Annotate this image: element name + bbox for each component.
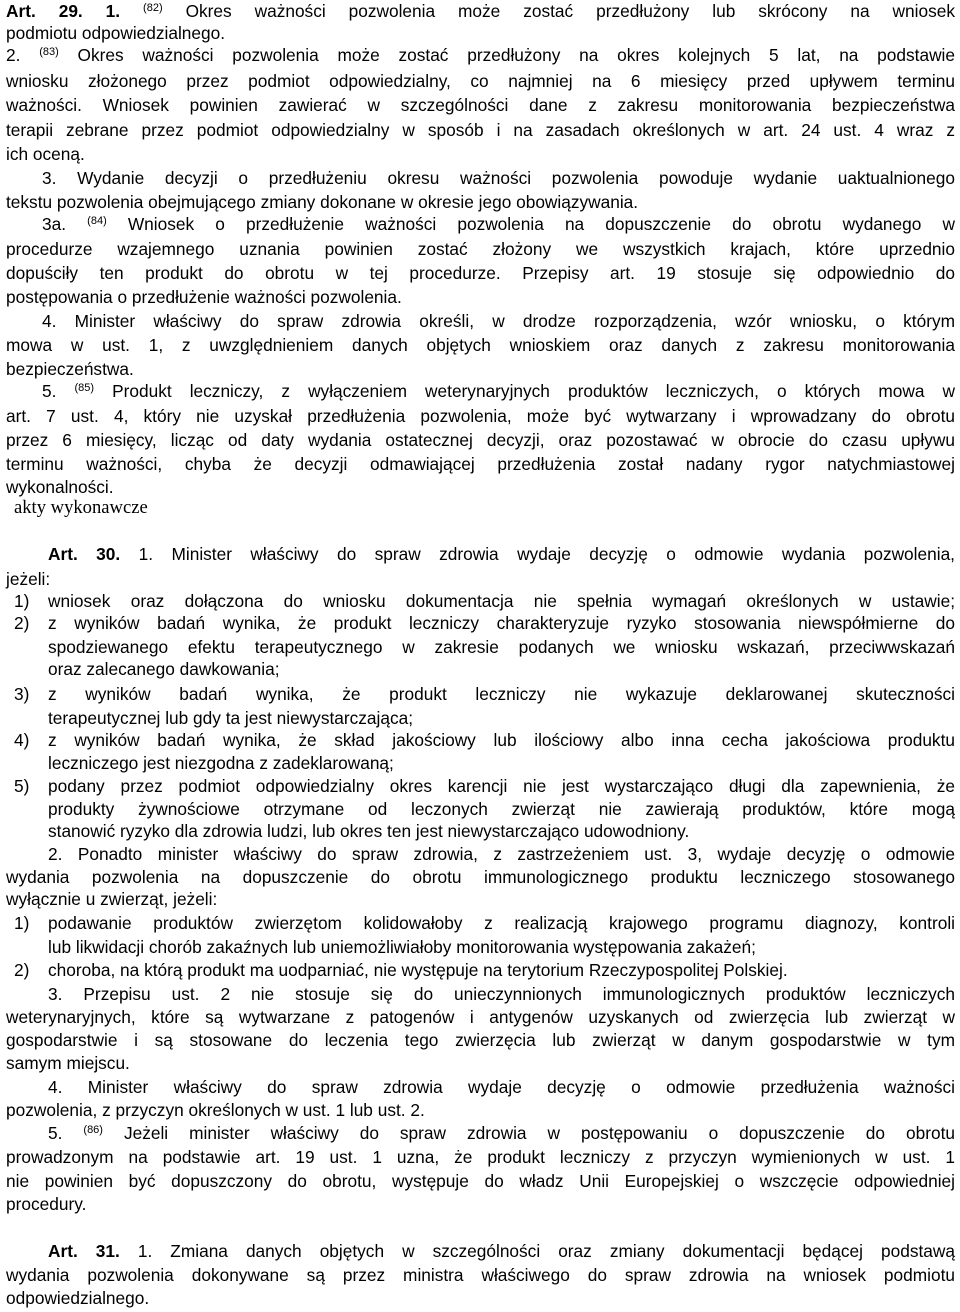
list-item-num: 1)	[14, 591, 30, 611]
art29-p5-line: przez 6 miesięcy, licząc od daty wydania ostatecznej decyzji, oraz pozostawać w obrocie do czasu upływu	[6, 430, 955, 450]
art29-p4-line: mowa w ust. 1, z uwzględnieniem danych objętych wnioskiem oraz danych z zakresu monitorowania	[6, 335, 955, 355]
list-item: oraz zalecanego dawkowania;	[48, 659, 280, 679]
art29-p3-line: 3. Wydanie decyzji o przedłużeniu okresu ważności pozwolenia powoduje wydanie uaktualnionego	[42, 168, 955, 188]
art29-p4-line: 4. Minister właściwy do spraw zdrowia określi, w drodze rozporządzenia, wzór wniosku, o którym	[42, 311, 955, 331]
art29-p1-cont: podmiotu odpowiedzialnego.	[6, 23, 226, 43]
art29-p4-line: bezpieczeństwa.	[6, 359, 134, 379]
art30-p4-line: 4. Minister właściwy do spraw zdrowia wydaje decyzję o odmowie przedłużenia ważności	[48, 1077, 955, 1097]
footnote-ref: (83)	[39, 46, 59, 58]
art29-p5-line: terminu ważności, chyba że decyzji odmawiającej przedłużenia został nadany rygor natychmiastowej	[6, 454, 955, 474]
list-item: produkty żywnościowe otrzymane od leczonych zwierząt nie zawierają produktów, które mogą	[48, 799, 955, 819]
list-item: podany przez podmiot odpowiedzialny okres karencji nie jest wystarczająco długi dla zapewnienia, że	[48, 776, 955, 796]
art30-p3-line: 3. Przepisu ust. 2 nie stosuje się do unieczynnionych immunologicznych produktów leczniczych	[48, 984, 955, 1004]
art30-p5-line: nie powinien być dopuszczony do obrotu, występuje do władz Unii Europejskiej o wszczęcie odpowiedniej	[6, 1171, 955, 1191]
list-item: terapeutycznej lub gdy ta jest niewystarczająca;	[48, 708, 414, 728]
art31-p1-line: wydania pozwolenia dokonywane są przez ministra właściwego do spraw zdrowia na wniosek podmiotu	[6, 1265, 955, 1285]
list-item-num: 2)	[14, 613, 30, 633]
list-item-num: 1)	[14, 913, 30, 933]
art30-p2-line: wydania pozwolenia na dopuszczenie do obrotu immunologicznego produktu leczniczego stosowanego	[6, 867, 955, 887]
footnote-ref: (84)	[87, 215, 107, 227]
art29-p3a-line: 3a. $^{(84)}$ Wniosek o przedłużenie ważności pozwolenia na dopuszczenie do obrotu wydanego w	[42, 214, 955, 234]
art30-p2-line: wyłącznie u zwierząt, jeżeli:	[6, 889, 218, 909]
art29-p2-line: wniosku złożonego przez podmiot odpowiedzialny, co najmniej na 6 miesięcy przed upływem terminu	[6, 71, 955, 91]
art29-p3-line: tekstu pozwolenia obejmującego zmiany dokonane w okresie jego obowiązywania.	[6, 192, 639, 212]
list-item: stanowić ryzyko dla zdrowia ludzi, lub okres ten jest niewystarczająco udowodniony.	[48, 821, 690, 841]
list-item: podawanie produktów zwierzętom kolidowałoby z realizacją krajowego programu diagnozy, kontroli	[48, 913, 955, 933]
art29-p3a-line: procedurze wzajemnego uznania powinien zostać złożony we wszystkich krajach, które uprzednio	[6, 239, 955, 259]
art29-p2-line: ich oceną.	[6, 144, 85, 164]
list-item-num: 3)	[14, 684, 30, 704]
art30-p5-line: prowadzonym na podstawie art. 19 ust. 1 uzna, że produkt leczniczy z przyczyn wymienionych w ust. 1	[6, 1147, 955, 1167]
art30-p1-line: jeżeli:	[6, 569, 51, 589]
list-item-num: 5)	[14, 776, 30, 796]
list-item: lub likwidacji chorób zakaźnych lub uniemożliwiałoby monitorowania występowania zakażeń;	[48, 937, 756, 957]
art31-p1-line: odpowiedzialnego.	[6, 1288, 150, 1308]
art31-heading: Art. 31.	[48, 1241, 120, 1261]
list-item: z wyników badań wynika, że produkt leczniczy charakteryzuje ryzyko stosowania niewspółmierne do	[48, 613, 955, 633]
art29-p3a-line: postępowania o przedłużenie ważności pozwolenia.	[6, 287, 402, 307]
art29-p3a-line: dopuściły ten produkt do obrotu w tej procedurze. Przepisy art. 19 stosuje się odpowiednio do	[6, 263, 955, 283]
art29-p2-line: 2. $^{(83)}$ Okres ważności pozwolenia może zostać przedłużony na okres kolejnych 5 lat, na podstawie	[6, 45, 956, 65]
list-item: z wyników badań wynika, że produkt leczniczy nie wykazuje deklarowanej skuteczności	[48, 684, 955, 704]
art29-p2-line: ważności. Wniosek powinien zawierać w szczególności dane z zakresu monitorowania bezpieczeństwa	[6, 95, 955, 115]
art30-p1-line: Art. 30. 1. Minister właściwy do spraw zdrowia wydaje decyzję o odmowie wydania pozwolenia,	[48, 544, 955, 564]
art29-p5-line: wykonalności.	[6, 477, 114, 497]
list-item-num: 2)	[14, 960, 30, 980]
art31-p1-line: Art. 31. 1. Zmiana danych objętych w szczególności oraz zmiany dokumentacji będącej podstawą	[48, 1241, 955, 1261]
art30-p4-line: pozwolenia, z przyczyn określonych w ust. 1 lub ust. 2.	[6, 1100, 425, 1120]
art30-p3-line: samym miejscu.	[6, 1053, 130, 1073]
art30-p5-line: procedury.	[6, 1194, 87, 1214]
art29-p2-line: terapii zebrane przez podmiot odpowiedzialny w sposób i na zasadach określonych w art. 24 ust. 4 wraz z	[6, 120, 955, 140]
list-item: choroba, na którą produkt ma uodparniać, nie występuje na terytorium Rzeczypospolitej Polskiej.	[48, 960, 788, 980]
art30-p5-line: 5. $^{(86)}$ Jeżeli minister właściwy do spraw zdrowia w postępowaniu o dopuszczenie do obrotu	[48, 1123, 955, 1143]
art29-p5-line: 5. $^{(85)}$ Produkt leczniczy, z wyłączeniem weterynaryjnych produktów leczniczych, o których mowa w	[42, 381, 955, 401]
art30-p3-line: weterynaryjnych, które są wytwarzane z patogenów i antygenów uzyskanych od zwierzęcia lub zwierząt w	[6, 1007, 955, 1027]
art30-p2-line: 2. Ponadto minister właściwy do spraw zdrowia, z zastrzeżeniem ust. 3, wydaje decyzję o odmowie	[48, 844, 955, 864]
list-item: spodziewanego efektu terapeutycznego w zakresie podanych we wniosku wskazań, przeciwwskazań	[48, 637, 955, 657]
list-item-num: 4)	[14, 730, 30, 750]
art29-p5-line: art. 7 ust. 4, który nie uzyskał przedłużenia pozwolenia, może być wytwarzany i wprowadzany do obrotu	[6, 406, 955, 426]
implementing-acts-note: akty wykonawcze	[14, 497, 148, 518]
list-item: z wyników badań wynika, że skład jakościowy lub ilościowy albo inna cecha jakościowa produktu	[48, 730, 955, 750]
footnote-ref: (82)	[143, 2, 163, 14]
list-item: leczniczego jest niezgodna z zadeklarowaną;	[48, 753, 394, 773]
art30-heading: Art. 30.	[48, 544, 121, 564]
list-item: wniosek oraz dołączona do wniosku dokumentacja nie spełnia wymagań określonych w ustawie;	[48, 591, 955, 611]
art30-p3-line: gospodarstwie i są stosowane do leczenia tego zwierzęcia lub zwierząt w danym gospodarstwie w tym	[6, 1030, 955, 1050]
footnote-ref: (85)	[74, 382, 95, 394]
art29-heading: Art. 29. 1.	[6, 1, 121, 21]
footnote-ref: (86)	[83, 1124, 103, 1136]
art29-p1-line: Art. 29. 1. $^{(82)}$ Okres ważności pozwolenia może zostać przedłużony lub skrócony na wniosek	[6, 1, 955, 21]
